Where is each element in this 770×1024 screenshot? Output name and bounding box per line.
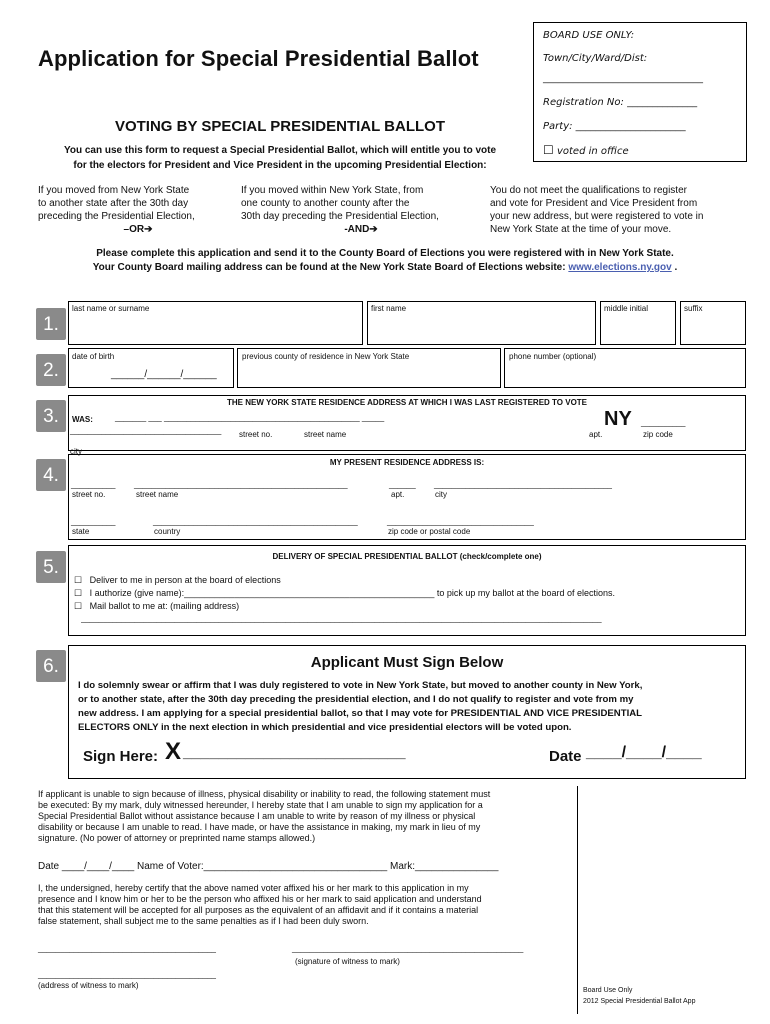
intro-text (20, 143, 540, 173)
last-name-field[interactable] (68, 301, 363, 345)
county-label: previous county of residence in New York State (242, 352, 410, 361)
section-3-number: 3. (36, 400, 66, 432)
board-registration: Registration No: ______________ (543, 97, 698, 108)
board-town: Town/City/Ward/Dist: (543, 53, 648, 64)
col2-line: 30th day preceding the Presidential Election, (241, 211, 439, 222)
phone-label: phone number (optional) (509, 352, 597, 361)
country-label: country (154, 527, 181, 536)
present-address-box[interactable] (68, 454, 746, 540)
street-name-label: street name (304, 430, 347, 439)
elections-link[interactable]: www.elections.ny.gov (568, 262, 672, 273)
apt-line: ______ (389, 480, 416, 489)
statement-line: signature. (No power of attorney or preprinted name stamps allowed.) (38, 833, 316, 843)
statement-line: be executed: By my mark, duly witnessed hereunder, I hereby state that I am unable to sign my application for a (38, 800, 483, 810)
last-registered-address-box[interactable] (68, 395, 746, 451)
country-line: ______________________________________________ (153, 517, 358, 526)
instructions-line-2: Your County Board mailing address can be found at the New York State Board of Elections website: (92, 262, 569, 273)
state-line: __________ (71, 517, 116, 526)
middle-initial-label: middle initial (604, 304, 649, 313)
section-5-number: 5. (36, 551, 66, 583)
col2-line: If you moved within New York State, from (241, 185, 424, 196)
voted-checkbox[interactable]: ☐ (543, 143, 554, 157)
board-use-box (533, 22, 747, 162)
certification-line: that this statement will be accepted for all purposes as the equivalent of an affidavit and if it contains a material (38, 905, 479, 915)
deliver-in-person-label: Deliver to me in person at the board of elections (89, 575, 281, 585)
was-label: WAS: (72, 415, 93, 424)
board-heading: BOARD USE ONLY: (543, 30, 635, 41)
dob-label: date of birth (72, 352, 115, 361)
date-label: Date (549, 748, 582, 765)
certification-line: false statement, shall subject me to the same penalties as if I had been duly sworn. (38, 916, 369, 926)
voted-label: voted in office (556, 146, 629, 157)
mail-ballot-checkbox[interactable]: ☐ (74, 601, 83, 611)
mail-ballot-label: Mail ballot to me at: (mailing address) (89, 601, 240, 611)
was-line: _______ ___ ____________________________________________ _____ (115, 413, 385, 422)
oath-text (78, 679, 743, 735)
oath-line: or to another state, after the 30th day preceding the presidential election, and I do not qualify to register and vote from my (78, 694, 634, 705)
intro-column-3 (490, 184, 750, 236)
authorize-checkbox[interactable]: ☐ (74, 588, 83, 598)
footer-app-name: 2012 Special Presidential Ballot App (583, 998, 696, 1005)
vertical-divider (577, 786, 578, 1014)
oath-line: I do solemnly swear or affirm that I was duly registered to vote in New York State, but moved to another county in New York, (78, 680, 643, 691)
certification-line: presence and I know him or her to be the person who affixed his or her mark to said application and understand (38, 894, 482, 904)
board-party: Party: ______________________ (543, 121, 686, 132)
apt-label: apt. (589, 430, 603, 439)
section-5-heading: DELIVERY OF SPECIAL PRESIDENTIAL BALLOT (check/complete one) (272, 552, 542, 561)
dob-line: ______/______/______ (111, 369, 217, 380)
section-6-heading: Applicant Must Sign Below (310, 654, 504, 671)
witness-signature-line[interactable]: ____________________________________________________ (292, 944, 524, 953)
footer (583, 985, 695, 1007)
page-title: Application for Special Presidential Ballot (38, 46, 479, 71)
street-no-line: __________ (71, 480, 116, 489)
intro-line-2: for the electors for President and Vice President in the upcoming Presidential Election: (73, 160, 487, 171)
phone-field[interactable] (504, 348, 746, 388)
mailing-address-line[interactable]: _____________________________________________________________________________________________________________________ (81, 614, 602, 623)
section-4-number: 4. (36, 459, 66, 491)
street-line: ________________________________________________ (134, 480, 348, 489)
witness-blank-line[interactable]: ________________________________________ (38, 944, 216, 953)
statement-line: If applicant is unable to sign because of illness, physical disability or inability to read, the following statement must (38, 789, 491, 799)
sign-here-label: Sign Here: (83, 748, 159, 765)
voter-mark-row[interactable]: Date ____/____/____ Name of Voter:_________________________________ Mark:_______________ (38, 861, 499, 872)
and-label: -AND➔ (344, 224, 378, 235)
street-no-label: street no. (239, 430, 273, 439)
certification-line: I, the undersigned, hereby certify that the above named voter affixed his or her mark to this application in my (38, 883, 469, 893)
city-line: ________________________________________ (434, 480, 612, 489)
delivery-box (68, 545, 746, 636)
middle-initial-field[interactable] (600, 301, 676, 345)
witness-statement (38, 789, 573, 844)
col3-line: New York State at the time of your move. (490, 224, 672, 235)
certification-text (38, 883, 573, 927)
first-name-field[interactable] (367, 301, 596, 345)
board-town-line: ________________________________ (543, 73, 703, 84)
section-1-number: 1. (36, 308, 66, 340)
col3-line: your new address, but were registered to vote in (490, 211, 704, 222)
date-of-birth-field[interactable] (68, 348, 234, 388)
section-6-number: 6. (36, 650, 66, 682)
street-line: __________________________________ (70, 426, 222, 435)
suffix-field[interactable] (680, 301, 746, 345)
zip-label: zip code or postal code (388, 527, 471, 536)
first-name-label: first name (371, 304, 407, 313)
oath-line: ELECTORS ONLY in the next election in which presidential and vice presidential electors will be voted upon. (78, 722, 572, 733)
col3-line: and vote for President and Vice President from (490, 198, 698, 209)
witness-address-label: (address of witness to mark) (38, 981, 139, 990)
col1-line: to another state after the 30th day (38, 198, 189, 209)
state-label: state (72, 527, 90, 536)
zip-label: zip code (643, 430, 673, 439)
intro-line-1: You can use this form to request a Special Presidential Ballot, which will entitle you to vote (63, 145, 497, 156)
authorize-label: I authorize (give name):__________________________________________________ (89, 588, 435, 598)
zip-line: _________________________________ (387, 517, 534, 526)
col2-line: one county to another county after the (241, 198, 410, 209)
statement-line: Special Presidential Ballot without assistance because I am unable to write by reason of my illness or physical (38, 811, 476, 821)
street-no-label: street no. (72, 490, 106, 499)
date-line[interactable]: ____/____/____ (586, 744, 702, 761)
footer-board-use: Board Use Only (583, 987, 633, 994)
section-2-number: 2. (36, 354, 66, 386)
zip-line: __________ (641, 418, 686, 427)
intro-column-1 (38, 184, 238, 236)
last-name-label: last name or surname (72, 304, 150, 313)
authorize-suffix: to pick up my ballot at the board of elections. (434, 588, 616, 598)
deliver-in-person-checkbox[interactable]: ☐ (74, 575, 83, 585)
section-4-heading: MY PRESENT RESIDENCE ADDRESS IS: (329, 458, 485, 467)
city-label: city (70, 447, 82, 456)
col1-line: If you moved from New York State (38, 185, 190, 196)
section-3-heading: THE NEW YORK STATE RESIDENCE ADDRESS AT WHICH I WAS LAST REGISTERED TO VOTE (226, 398, 588, 407)
statement-line: disability or because I am unable to read. I have made, or have the assistance in making, my mark in lieu of my (38, 822, 481, 832)
instructions-end: . (671, 262, 678, 273)
intro-column-2 (241, 184, 481, 236)
street-name-label: street name (136, 490, 179, 499)
ny-label: NY (604, 408, 632, 430)
or-label: –OR➔ (123, 224, 153, 235)
subtitle: VOTING BY SPECIAL PRESIDENTIAL BALLOT (114, 118, 446, 135)
witness-address-line[interactable]: ________________________________________ (38, 970, 216, 979)
oath-line: new address. I am applying for a special presidential ballot, so that I may vote for PRESIDENTIAL AND VICE PRESIDENTIAL (78, 708, 643, 719)
suffix-label: suffix (684, 304, 703, 313)
instructions-line-1: Please complete this application and send it to the County Board of Elections you were registered with in New York State. (96, 248, 674, 259)
previous-county-field[interactable] (237, 348, 501, 388)
signature-box (68, 645, 746, 779)
col1-line: preceding the Presidential Election, (38, 211, 195, 222)
signature-x: X (165, 738, 182, 765)
city-label: city (435, 490, 447, 499)
instructions (0, 247, 770, 275)
signature-line[interactable]: _________________________ (183, 744, 406, 761)
witness-signature-label: (signature of witness to mark) (295, 957, 400, 966)
apt-label: apt. (391, 490, 405, 499)
col3-line: You do not meet the qualifications to register (490, 185, 687, 196)
